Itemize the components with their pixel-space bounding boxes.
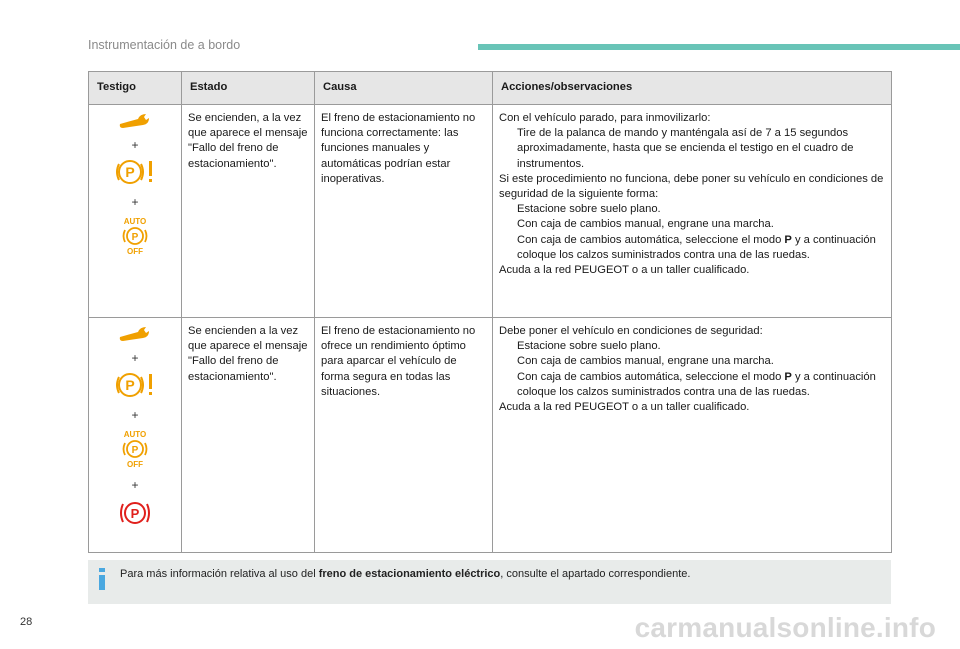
header-accent-bar (478, 44, 960, 50)
cell-acciones (493, 105, 892, 318)
action-intro: Debe poner el vehículo en condiciones de seguridad: (499, 325, 763, 337)
column-header-acciones: Acciones/observaciones (493, 72, 892, 105)
info-note-box (88, 560, 891, 604)
wrench-icon (95, 111, 175, 134)
cell-estado: Se encienden a la vez que aparece el mensaje "Fallo del freno de estacionamiento". (182, 318, 315, 553)
bullet-arrow-icon (499, 126, 517, 172)
park-brake-alert-icon (95, 372, 175, 403)
warning-lights-table (88, 71, 892, 553)
action-bullet: Con caja de cambios manual, engrane una marcha. (499, 217, 885, 232)
cell-testigo (89, 318, 182, 553)
cell-testigo (89, 105, 182, 318)
bullet-arrow-icon (499, 370, 517, 400)
cell-causa: El freno de estacionamiento no ofrece un rendimiento óptimo para aparcar el vehículo de forma segura en todas las situaciones. (315, 318, 493, 553)
plus-sign: + (131, 138, 139, 153)
svg-text:AUTO: AUTO (123, 216, 147, 226)
action-outro: Acuda a la red PEUGEOT o a un taller cualificado. (499, 401, 750, 414)
bullet-arrow-icon (499, 354, 517, 369)
column-header-estado: Estado (182, 72, 315, 105)
park-brake-red-icon (95, 499, 175, 532)
auto-park-off-icon (95, 429, 175, 474)
table-row (89, 105, 892, 318)
table-row (89, 318, 892, 553)
action-intro: Con el vehículo parado, para inmovilizarlo: (499, 112, 711, 124)
action-bullet: Tire de la palanca de mando y manténgala así de 7 a 15 segundos aproximadamente, hasta que se encienda el testigo en el cuadro de instrumentos. (499, 126, 885, 172)
svg-text:P: P (125, 164, 135, 181)
column-header-testigo: Testigo (89, 72, 182, 105)
svg-text:P: P (131, 444, 139, 456)
bullet-arrow-icon (499, 339, 517, 354)
auto-park-off-icon (95, 216, 175, 261)
info-icon (96, 568, 108, 590)
svg-text:OFF: OFF (127, 459, 143, 469)
bullet-arrow-icon (499, 217, 517, 232)
action-bullet: Estacione sobre suelo plano. (499, 202, 885, 217)
plus-sign: + (131, 407, 139, 422)
action-bullet: Con caja de cambios manual, engrane una marcha. (499, 354, 885, 369)
watermark-text: carmanualsonline.info (634, 612, 936, 643)
action-bullet: Estacione sobre suelo plano. (499, 339, 885, 354)
svg-text:P: P (131, 231, 139, 243)
bullet-arrow-icon (499, 233, 517, 263)
action-middle: Si este procedimiento no funciona, debe poner su vehículo en condiciones de seguridad de la siguiente forma: (499, 172, 884, 201)
bullet-arrow-icon (499, 202, 517, 217)
page-number: 28 (20, 616, 33, 628)
page-section-title: Instrumentación de a bordo (88, 38, 241, 52)
plus-sign: + (131, 351, 139, 366)
cell-estado: Se encienden, a la vez que aparece el mensaje "Fallo del freno de estacionamiento". (182, 105, 315, 318)
action-bullet: Con caja de cambios automática, seleccione el modo P y a continuación coloque los calzos suministrados contra una de las ruedas. (499, 370, 885, 400)
column-header-causa: Causa (315, 72, 493, 105)
info-note-text: Para más información relativa al uso del freno de estacionamiento eléctrico, consulte el apartado correspondiente. (120, 568, 691, 580)
svg-text:P: P (130, 506, 140, 522)
wrench-icon (95, 324, 175, 347)
action-outro: Acuda a la red PEUGEOT o a un taller cualificado. (499, 264, 750, 277)
table-header-row (89, 72, 892, 105)
plus-sign: + (131, 478, 139, 493)
svg-text:OFF: OFF (127, 246, 143, 256)
svg-text:P: P (125, 377, 135, 394)
info-note-bold: freno de estacionamiento eléctrico (318, 568, 501, 580)
park-brake-alert-icon (95, 159, 175, 190)
svg-text:AUTO: AUTO (123, 429, 147, 439)
action-bullet: Con caja de cambios automática, seleccione el modo P y a continuación coloque los calzos suministrados contra una de las ruedas. (499, 233, 885, 263)
plus-sign: + (131, 194, 139, 209)
cell-causa: El freno de estacionamiento no funciona correctamente: las funciones manuales y automáticas podrían estar inoperativas. (315, 105, 493, 318)
cell-acciones (493, 318, 892, 553)
